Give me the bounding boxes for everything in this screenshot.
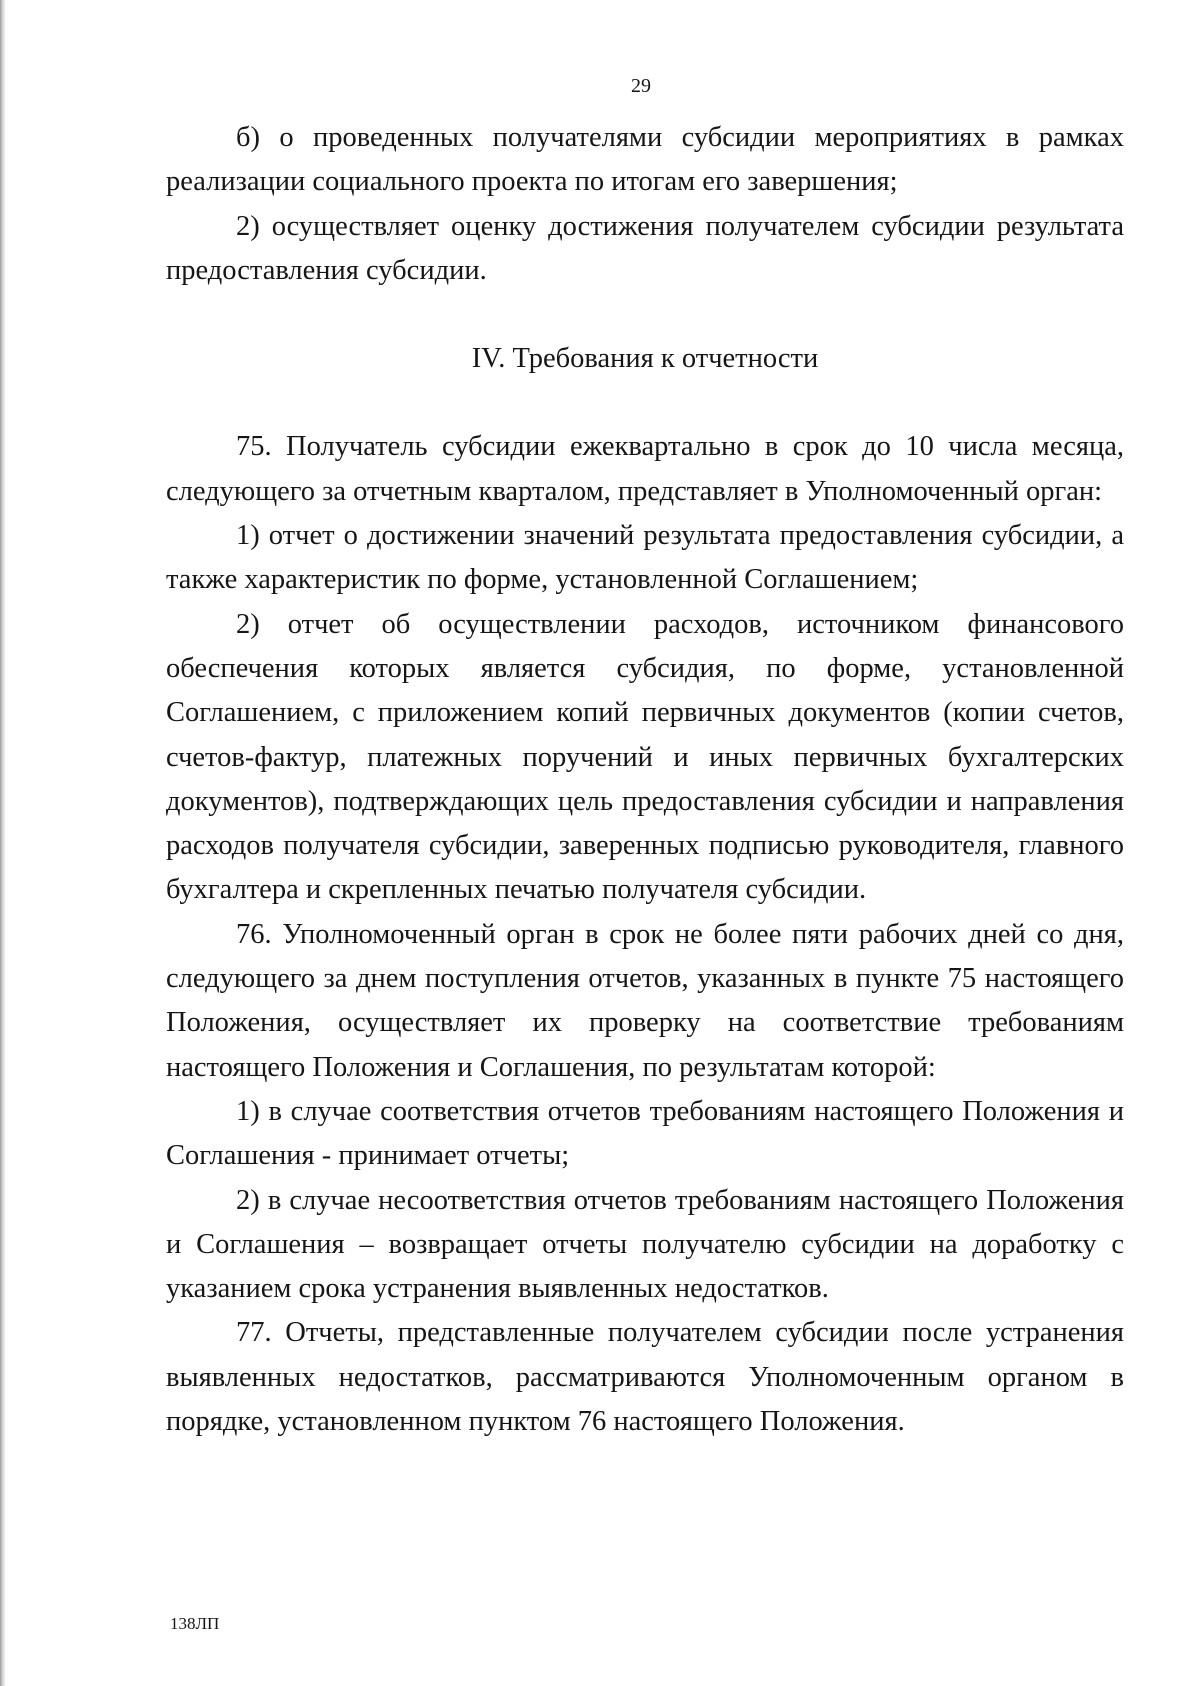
- clause-76-item-2: 2) в случае несоответствия отчетов требованиям настоящего Положения и Соглашения – возвращает отчеты получателю субсидии на доработку с указанием срока устранения выявленных недостатков.: [166, 1184, 1124, 1305]
- paragraph-2-evaluation: 2) осуществляет оценку достижения получателем субсидии результата предоставления субсидии.: [166, 210, 1124, 286]
- clause-76-item-1: 1) в случае соответствия отчетов требованиям настоящего Положения и Соглашения - принимает отчеты;: [166, 1095, 1124, 1172]
- clause-76: 76. Уполномоченный орган в срок не более пяти рабочих дней со дня, следующего за днем поступления отчетов, указанных в пункте 75 настоящего Положения, осуществляет их проверку на соответствие требованиям настоящего Положения и Соглашения, по результатам которой:: [166, 918, 1124, 1083]
- clause-75-item-2: 2) отчет об осуществлении расходов, источником финансового обеспечения которых является субсидия, по форме, установленной Соглашением, с приложением копий первичных документов (копии счетов, счетов-фактур, платежных поручений и иных первичных бухгалтерских документов), подтверждающих цель предоставления субсидии и направления расходов получателя субсидии, заверенных подписью руководителя, главного бухгалтера и скрепленных печатью получателя субсидии.: [166, 608, 1124, 906]
- page-number: 29: [631, 75, 651, 97]
- spacer: [166, 293, 1124, 337]
- footer-document-code: 138ЛП: [170, 1614, 220, 1633]
- scan-edge: [0, 0, 6, 1686]
- paragraph-b-measures: б) о проведенных получателями субсидии мероприятиях в рамках реализации социального проекта по итогам его завершения;: [166, 122, 1124, 198]
- spacer: [166, 381, 1124, 425]
- document-body: [166, 116, 1124, 1444]
- section-title: IV. Требования к отчетности: [471, 343, 819, 375]
- clause-77: 77. Отчеты, представленные получателем субсидии после устранения выявленных недостатков, рассматриваются Уполномоченным органом в порядке, установленном пунктом 76 настоящего Положения.: [166, 1317, 1124, 1438]
- clause-75-item-1: 1) отчет о достижении значений результата предоставления субсидии, а также характеристик по форме, установленной Соглашением;: [166, 520, 1124, 596]
- clause-75: 75. Получатель субсидии ежеквартально в срок до 10 числа месяца, следующего за отчетным кварталом, представляет в Уполномоченный орган:: [166, 431, 1124, 507]
